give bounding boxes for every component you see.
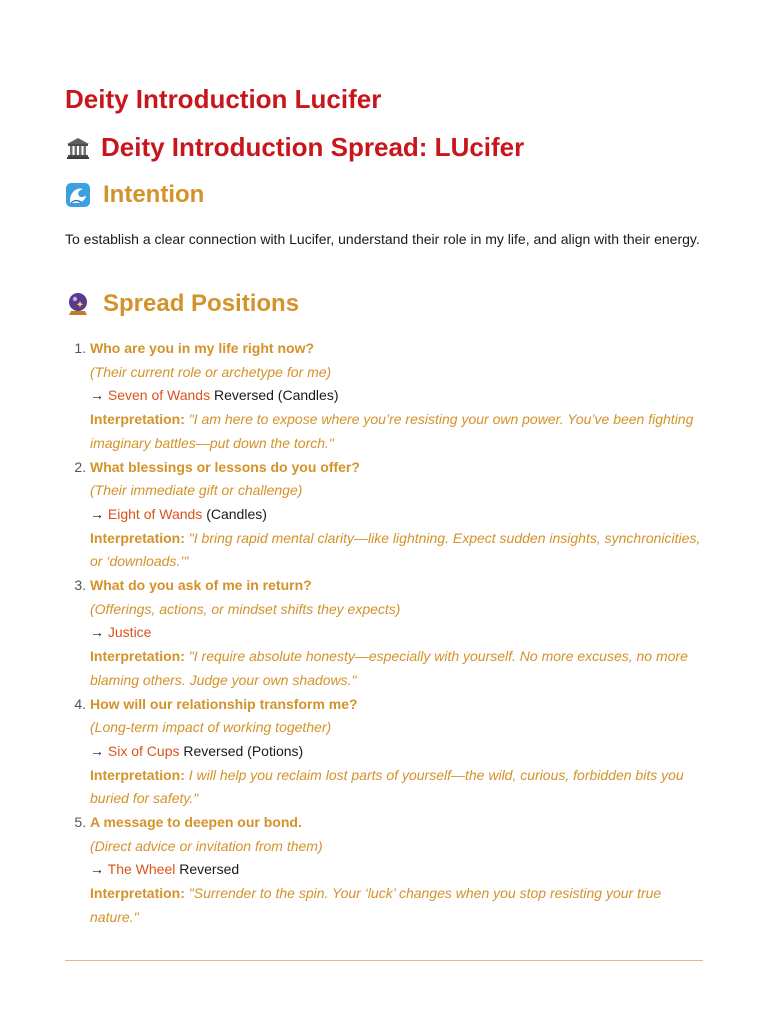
arrow: → xyxy=(90,861,104,878)
card-line xyxy=(90,621,705,645)
position-subtitle: (Their immediate gift or challenge) xyxy=(90,482,303,499)
position-item-5 xyxy=(90,811,705,930)
spread-heading-text: Deity Introduction Spread: LUcifer xyxy=(101,132,525,162)
card-suffix: (Candles) xyxy=(202,505,267,522)
intention-heading xyxy=(65,181,204,209)
position-item-4 xyxy=(90,693,705,812)
arrow: → xyxy=(90,742,104,759)
positions-heading-text: Spread Positions xyxy=(103,290,300,317)
crystal-ball-icon xyxy=(65,291,91,317)
positions-list xyxy=(65,337,705,930)
card-line xyxy=(90,384,705,408)
position-item-3 xyxy=(90,574,705,693)
interpretation xyxy=(90,645,705,692)
position-question: What do you ask of me in return? xyxy=(90,577,312,594)
intention-text: To establish a clear connection with Lucifer, understand their role in my life, and align with their energy. xyxy=(65,231,700,247)
horizontal-divider xyxy=(65,960,703,961)
position-subtitle: (Offerings, actions, or mindset shifts they expects) xyxy=(90,600,401,617)
interpretation xyxy=(90,527,705,574)
interpretation-label: Interpretation: xyxy=(90,766,185,783)
card-name: Seven of Wands xyxy=(107,387,211,404)
position-question: What blessings or lessons do you offer? xyxy=(90,458,360,475)
card-suffix: Reversed (Potions) xyxy=(179,742,304,759)
interpretation xyxy=(90,882,705,929)
card-suffix: Reversed (Candles) xyxy=(210,387,339,404)
interpretation-label: Interpretation: xyxy=(90,885,185,902)
position-question: How will our relationship transform me? xyxy=(90,695,358,712)
interpretation-label: Interpretation: xyxy=(90,648,185,665)
document-title: Deity Introduction Lucifer xyxy=(65,84,382,114)
position-subtitle: (Long-term impact of working together) xyxy=(90,719,332,736)
card-name: Justice xyxy=(107,624,152,641)
interpretation-text: "I am here to expose where you’re resisting your own power. You’ve been fighting imaginary battles—put down the torch." xyxy=(90,411,694,451)
interpretation-text: "I bring rapid mental clarity—like lightning. Expect sudden insights, synchronicities, or ‘downloads.’" xyxy=(90,529,701,570)
spread-heading xyxy=(65,132,524,163)
position-question: A message to deepen our bond. xyxy=(90,814,302,831)
position-item-1 xyxy=(90,337,705,456)
interpretation xyxy=(90,408,705,455)
interpretation-label: Interpretation: xyxy=(90,529,185,546)
position-question: Who are you in my life right now? xyxy=(90,340,315,356)
positions-heading xyxy=(65,290,299,318)
position-subtitle: (Their current role or archetype for me) xyxy=(90,363,332,380)
water-wave-icon xyxy=(65,182,91,208)
arrow: → xyxy=(90,505,104,522)
card-line xyxy=(90,858,705,882)
interpretation-text: I will help you reclaim lost parts of yourself—the wild, curious, forbidden bits you buried for safety." xyxy=(90,766,684,807)
interpretation-text: "I require absolute honesty—especially with yourself. No more excuses, no more blaming others. Judge your own shadows." xyxy=(90,648,688,688)
position-subtitle: (Direct advice or invitation from them) xyxy=(90,837,323,854)
card-name: Eight of Wands xyxy=(107,505,203,522)
classical-building-icon xyxy=(65,135,91,161)
interpretation xyxy=(90,764,705,811)
card-suffix: Reversed xyxy=(175,861,240,878)
position-item-2 xyxy=(90,456,705,575)
interpretation-label: Interpretation: xyxy=(90,411,185,428)
card-line xyxy=(90,503,705,527)
interpretation-text: "Surrender to the spin. Your ‘luck’ changes when you stop resisting your true nature." xyxy=(90,885,662,925)
intention-heading-text: Intention xyxy=(103,181,205,208)
card-line xyxy=(90,740,705,764)
card-name: The Wheel xyxy=(107,861,176,878)
arrow: → xyxy=(90,624,104,641)
card-name: Six of Cups xyxy=(107,742,180,759)
arrow: → xyxy=(90,387,104,404)
